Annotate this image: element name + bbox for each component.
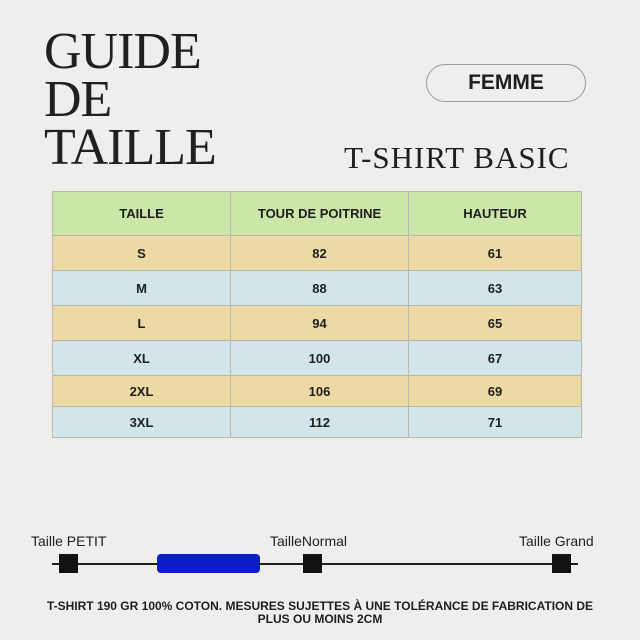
fit-scale-marker-large xyxy=(552,554,571,573)
fit-scale-middle-label: TailleNormal xyxy=(270,533,348,549)
size-cell: 2XL xyxy=(53,376,231,407)
height-cell: 71 xyxy=(409,407,582,438)
title-line-3: TAILLE xyxy=(44,119,216,176)
table-row xyxy=(53,306,582,341)
gender-badge: FEMME xyxy=(426,64,586,102)
fit-scale-indicator xyxy=(157,554,260,573)
table-row xyxy=(53,341,582,376)
header-tour-de-poitrine: TOUR DE POITRINE xyxy=(231,192,409,236)
chest-cell: 94 xyxy=(231,306,409,341)
chest-cell: 100 xyxy=(231,341,409,376)
fit-scale-marker-small xyxy=(59,554,78,573)
footnote: T-SHIRT 190 GR 100% COTON. MESURES SUJETTES À UNE TOLÉRANCE DE FABRICATION DE PLUS OU MOINS 2CM xyxy=(46,599,594,626)
size-table xyxy=(52,191,582,438)
size-cell: XL xyxy=(53,341,231,376)
height-cell: 69 xyxy=(409,376,582,407)
page-title xyxy=(44,23,216,176)
fit-scale-marker-normal xyxy=(303,554,322,573)
size-cell: S xyxy=(53,236,231,271)
height-cell: 61 xyxy=(409,236,582,271)
table-row xyxy=(53,407,582,438)
table-header-row xyxy=(53,192,582,236)
table-row xyxy=(53,236,582,271)
title-line-1: GUIDE xyxy=(44,23,201,80)
size-cell: L xyxy=(53,306,231,341)
size-cell: 3XL xyxy=(53,407,231,438)
fit-scale-right-label: Taille Grand xyxy=(519,533,594,549)
header-hauteur: HAUTEUR xyxy=(409,192,582,236)
chest-cell: 88 xyxy=(231,271,409,306)
product-name: T-SHIRT BASIC xyxy=(344,140,570,175)
table-row xyxy=(53,376,582,407)
chest-cell: 82 xyxy=(231,236,409,271)
fit-scale-left-label: Taille PETIT xyxy=(31,533,107,549)
table-row xyxy=(53,271,582,306)
header-taille: TAILLE xyxy=(53,192,231,236)
size-cell: M xyxy=(53,271,231,306)
height-cell: 63 xyxy=(409,271,582,306)
height-cell: 67 xyxy=(409,341,582,376)
height-cell: 65 xyxy=(409,306,582,341)
chest-cell: 106 xyxy=(231,376,409,407)
title-line-2: DE xyxy=(44,71,112,128)
chest-cell: 112 xyxy=(231,407,409,438)
